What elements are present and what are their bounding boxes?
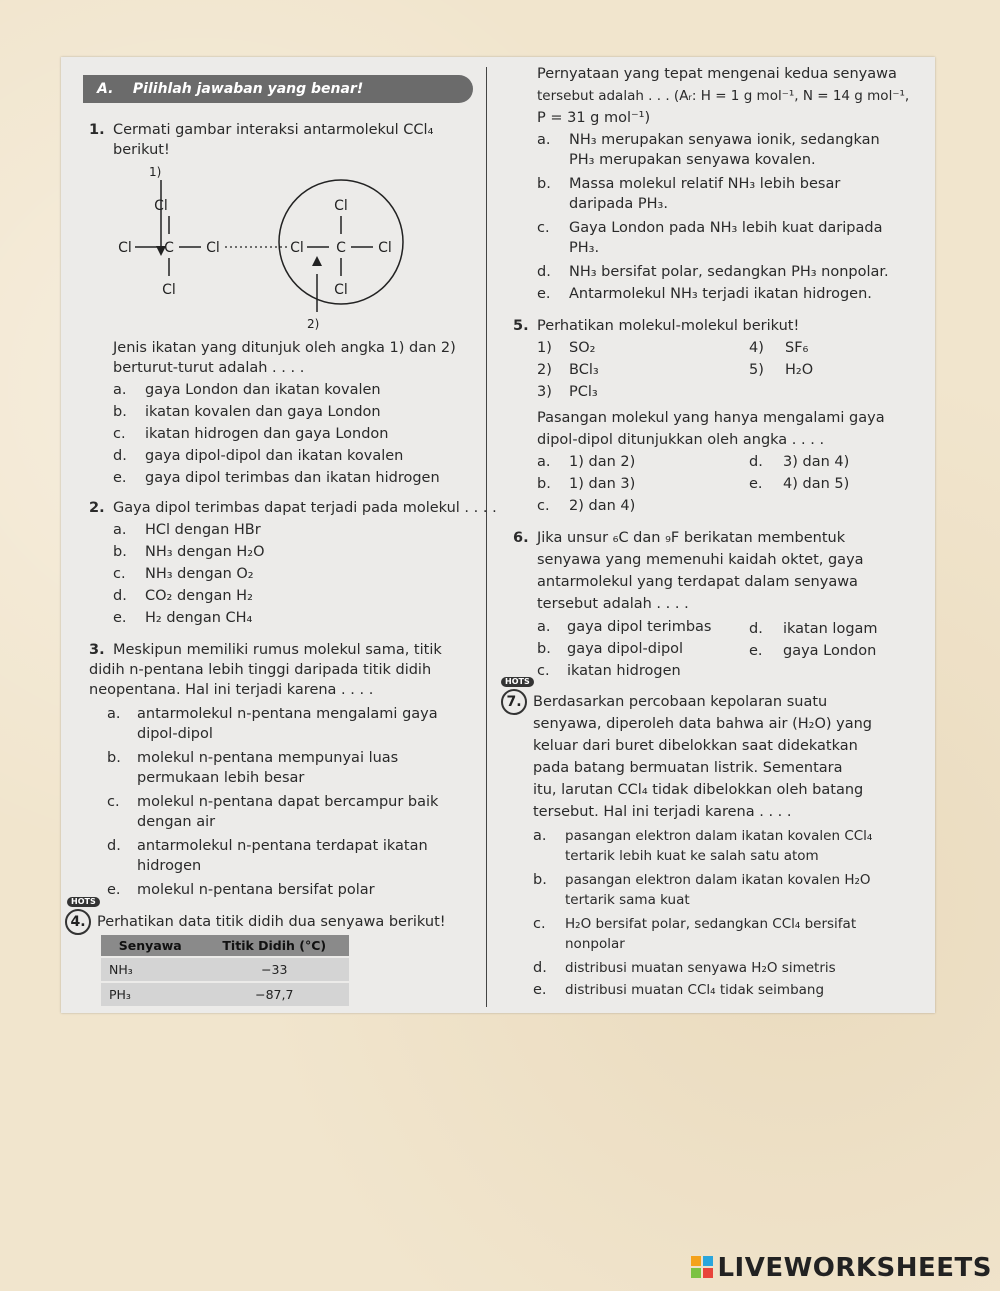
- q5-mol-3-key: 3): [537, 384, 552, 400]
- q2-option-c-key: c.: [113, 566, 126, 582]
- q2-option-e-key: e.: [113, 610, 127, 626]
- q5-option-d[interactable]: 3) dan 4): [783, 454, 850, 470]
- q3-option-d-key: d.: [107, 838, 121, 854]
- q7-option-b-line2[interactable]: tertarik sama kuat: [565, 892, 690, 908]
- label-1: 1): [149, 165, 162, 179]
- mol2-cl-right: Cl: [378, 240, 392, 256]
- q7-option-a-key: a.: [533, 828, 547, 844]
- q1-ask-line1: Jenis ikatan yang ditunjuk oleh angka 1) dan 2): [113, 340, 456, 356]
- q2-option-e[interactable]: H₂ dengan CH₄: [145, 610, 253, 626]
- q6-stem-line4: tersebut adalah . . . .: [537, 596, 689, 612]
- q4-option-b-line2[interactable]: daripada PH₃.: [569, 196, 668, 212]
- q5-number: 5.: [513, 318, 529, 334]
- q1-number: 1.: [89, 122, 105, 138]
- q4-cont-line2: tersebut adalah . . . (Aᵣ: H = 1 g mol⁻¹, N = 14 g mol⁻¹,: [537, 88, 910, 104]
- q7-option-d-key: d.: [533, 960, 547, 976]
- q6-option-c-key: c.: [537, 663, 550, 679]
- arrow-2-head: [312, 256, 322, 266]
- q1-option-e[interactable]: gaya dipol terimbas dan ikatan hidrogen: [145, 470, 440, 486]
- q5-mol-1-key: 1): [537, 340, 552, 356]
- q4-option-e-line1[interactable]: Antarmolekul NH₃ terjadi ikatan hidrogen.: [569, 286, 872, 302]
- q4-option-c-line2[interactable]: PH₃.: [569, 240, 600, 256]
- section-banner: [83, 75, 473, 103]
- q4-option-a-line2[interactable]: PH₃ merupakan senyawa kovalen.: [569, 152, 816, 168]
- q5-mol-3: PCl₃: [569, 384, 598, 400]
- q1-option-e-key: e.: [113, 470, 127, 486]
- q5-option-d-key: d.: [749, 454, 763, 470]
- q6-option-b-key: b.: [537, 641, 551, 657]
- liveworksheets-brand[interactable]: [691, 1253, 992, 1283]
- liveworksheets-logo-icon: [691, 1256, 713, 1278]
- label-2: 2): [307, 317, 320, 331]
- q7-option-b-line1[interactable]: pasangan elektron dalam ikatan kovalen H₂O: [565, 872, 871, 888]
- q1-option-b-key: b.: [113, 404, 127, 420]
- q5-option-e[interactable]: 4) dan 5): [783, 476, 850, 492]
- q6-stem-line2: senyawa yang memenuhi kaidah oktet, gaya: [537, 552, 864, 568]
- q3-option-c-line2[interactable]: dengan air: [137, 814, 216, 830]
- q5-option-a[interactable]: 1) dan 2): [569, 454, 636, 470]
- section-label: A.: [97, 81, 114, 97]
- q4-option-a-line1[interactable]: NH₃ merupakan senyawa ionik, sedangkan: [569, 132, 880, 148]
- q4-hots-badge: HOTS: [67, 897, 100, 907]
- q6-option-a[interactable]: gaya dipol terimbas: [567, 619, 712, 635]
- q7-option-a-line1[interactable]: pasangan elektron dalam ikatan kovalen CCl₄: [565, 828, 873, 844]
- q2-option-b[interactable]: NH₃ dengan H₂O: [145, 544, 265, 560]
- q6-number: 6.: [513, 530, 529, 546]
- table-row: [101, 957, 349, 982]
- mol1-cl-top: Cl: [154, 198, 168, 214]
- q5-mol-4: SF₆: [785, 340, 809, 356]
- q2-option-a-key: a.: [113, 522, 127, 538]
- mol1-cl-right: Cl: [206, 240, 220, 256]
- q7-option-c-line2[interactable]: nonpolar: [565, 936, 625, 952]
- mol2-cl-bottom: Cl: [334, 282, 348, 298]
- q3-option-b-line1[interactable]: molekul n-pentana mempunyai luas: [137, 750, 399, 766]
- q1-option-c[interactable]: ikatan hidrogen dan gaya London: [145, 426, 389, 442]
- q5-option-b[interactable]: 1) dan 3): [569, 476, 636, 492]
- q5-mol-4-key: 4): [749, 340, 764, 356]
- table-cell: PH₃: [101, 982, 200, 1006]
- q5-ask-line2: dipol-dipol ditunjukkan oleh angka . . . .: [537, 432, 825, 448]
- table-header-compound: Senyawa: [101, 935, 200, 957]
- q3-option-e-line1[interactable]: molekul n-pentana bersifat polar: [137, 882, 375, 898]
- q3-option-a-key: a.: [107, 706, 121, 722]
- q3-stem-line1: Meskipun memiliki rumus molekul sama, titik: [113, 642, 442, 658]
- q3-option-b-key: b.: [107, 750, 121, 766]
- q3-option-e-key: e.: [107, 882, 121, 898]
- q4-number: 4.: [65, 909, 91, 935]
- q2-option-b-key: b.: [113, 544, 127, 560]
- q5-mol-5-key: 5): [749, 362, 764, 378]
- q7-option-a-line2[interactable]: tertarik lebih kuat ke salah satu atom: [565, 848, 819, 864]
- mol2-cl-top: Cl: [334, 198, 348, 214]
- q3-option-d-line1[interactable]: antarmolekul n-pentana terdapat ikatan: [137, 838, 428, 854]
- q7-option-b-key: b.: [533, 872, 547, 888]
- mol1-cl-bottom: Cl: [162, 282, 176, 298]
- q5-option-a-key: a.: [537, 454, 551, 470]
- q7-number: 7.: [501, 689, 527, 715]
- q5-mol-2-key: 2): [537, 362, 552, 378]
- q7-stem-line2: senyawa, diperoleh data bahwa air (H₂O) yang: [533, 716, 873, 732]
- q3-option-a-line1[interactable]: antarmolekul n-pentana mengalami gaya: [137, 706, 438, 722]
- mol2-cl-left: Cl: [290, 240, 304, 256]
- q5-option-c[interactable]: 2) dan 4): [569, 498, 636, 514]
- q7-option-c-line1[interactable]: H₂O bersifat polar, sedangkan CCl₄ bersifat: [565, 916, 857, 932]
- q7-option-d-line1[interactable]: distribusi muatan senyawa H₂O simetris: [565, 960, 836, 976]
- q5-option-e-key: e.: [749, 476, 763, 492]
- table-cell: −87,7: [200, 982, 349, 1006]
- q1-option-d[interactable]: gaya dipol-dipol dan ikatan kovalen: [145, 448, 404, 464]
- column-divider: [486, 67, 487, 1007]
- q5-option-b-key: b.: [537, 476, 551, 492]
- q2-option-c[interactable]: NH₃ dengan O₂: [145, 566, 254, 582]
- q7-stem-line4: pada batang bermuatan listrik. Sementara: [533, 760, 843, 776]
- q3-stem-line2: didih n-pentana lebih tinggi daripada titik didih: [89, 662, 432, 678]
- q1-stem-line1: Cermati gambar interaksi antarmolekul CCl₄: [113, 122, 434, 138]
- mol1-cl-left: Cl: [118, 240, 132, 256]
- q4-cont-line3: P = 31 g mol⁻¹): [537, 110, 651, 126]
- q1-option-a-key: a.: [113, 382, 127, 398]
- q2-stem: Gaya dipol terimbas dapat terjadi pada molekul . . . .: [113, 500, 497, 516]
- q4-option-c-line1[interactable]: Gaya London pada NH₃ lebih kuat daripada: [569, 220, 883, 236]
- q4-option-a-key: a.: [537, 132, 551, 148]
- q6-stem-line3: antarmolekul yang terdapat dalam senyawa: [537, 574, 858, 590]
- q4-option-d-line1[interactable]: NH₃ bersifat polar, sedangkan PH₃ nonpolar.: [569, 264, 889, 280]
- q7-option-e-line1[interactable]: distribusi muatan CCl₄ tidak seimbang: [565, 982, 825, 998]
- mol1-c: C: [164, 240, 174, 256]
- brand-name: LIVEWORKSHEETS: [717, 1253, 992, 1283]
- q3-number: 3.: [89, 642, 105, 658]
- q7-option-c-key: c.: [533, 916, 546, 932]
- q5-mol-1: SO₂: [569, 340, 596, 356]
- q6-option-a-key: a.: [537, 619, 551, 635]
- ccl4-interaction-diagram: [111, 162, 431, 332]
- table-row: [101, 982, 349, 1006]
- q4-stem: Perhatikan data titik didih dua senyawa berikut!: [97, 914, 446, 930]
- q2-number: 2.: [89, 500, 105, 516]
- q4-option-d-key: d.: [537, 264, 551, 280]
- q5-ask-line1: Pasangan molekul yang hanya mengalami gaya: [537, 410, 885, 426]
- q3-option-c-key: c.: [107, 794, 120, 810]
- q4-option-e-key: e.: [537, 286, 551, 302]
- worksheet-page: [61, 57, 935, 1013]
- q3-option-d-line2[interactable]: hidrogen: [137, 858, 202, 874]
- q7-stem-line6: tersebut. Hal ini terjadi karena . . . .: [533, 804, 792, 820]
- q3-option-a-line2[interactable]: dipol-dipol: [137, 726, 213, 742]
- q5-mol-2: BCl₃: [569, 362, 599, 378]
- q6-option-b[interactable]: gaya dipol-dipol: [567, 641, 684, 657]
- q6-option-d[interactable]: ikatan logam: [783, 621, 878, 637]
- q1-option-a[interactable]: gaya London dan ikatan kovalen: [145, 382, 381, 398]
- table-header-boiling-point: Titik Didih (°C): [200, 935, 349, 957]
- q7-stem-line5: itu, larutan CCl₄ tidak dibelokkan oleh batang: [533, 782, 864, 798]
- q7-option-e-key: e.: [533, 982, 547, 998]
- mol2-c: C: [336, 240, 346, 256]
- q2-option-d-key: d.: [113, 588, 127, 604]
- table-cell: −33: [200, 957, 349, 982]
- q1-option-b[interactable]: ikatan kovalen dan gaya London: [145, 404, 381, 420]
- q1-option-c-key: c.: [113, 426, 126, 442]
- q2-option-d[interactable]: CO₂ dengan H₂: [145, 588, 253, 604]
- q3-option-c-line1[interactable]: molekul n-pentana dapat bercampur baik: [137, 794, 439, 810]
- q7-stem-line1: Berdasarkan percobaan kepolaran suatu: [533, 694, 828, 710]
- q3-stem-line3: neopentana. Hal ini terjadi karena . . . .: [89, 682, 374, 698]
- q1-option-d-key: d.: [113, 448, 127, 464]
- q1-ask-line2: berturut-turut adalah . . . .: [113, 360, 305, 376]
- q6-option-e-key: e.: [749, 643, 763, 659]
- q4-cont-line1: Pernyataan yang tepat mengenai kedua senyawa: [537, 66, 897, 82]
- table-cell: NH₃: [101, 957, 200, 982]
- q6-option-d-key: d.: [749, 621, 763, 637]
- q4-option-c-key: c.: [537, 220, 550, 236]
- q4-boiling-point-table: [101, 935, 349, 1006]
- q4-option-b-key: b.: [537, 176, 551, 192]
- q6-option-c[interactable]: ikatan hidrogen: [567, 663, 681, 679]
- q3-option-b-line2[interactable]: permukaan lebih besar: [137, 770, 305, 786]
- q4-option-b-line1[interactable]: Massa molekul relatif NH₃ lebih besar: [569, 176, 841, 192]
- section-title: Pilihlah jawaban yang benar!: [132, 81, 364, 97]
- q5-stem: Perhatikan molekul-molekul berikut!: [537, 318, 800, 334]
- q7-hots-badge: HOTS: [501, 677, 534, 687]
- q5-option-c-key: c.: [537, 498, 550, 514]
- q6-stem-line1: Jika unsur ₆C dan ₉F berikatan membentuk: [537, 530, 846, 546]
- q2-option-a[interactable]: HCl dengan HBr: [145, 522, 261, 538]
- q7-stem-line3: keluar dari buret dibelokkan saat didekatkan: [533, 738, 858, 754]
- q6-option-e[interactable]: gaya London: [783, 643, 877, 659]
- q5-mol-5: H₂O: [785, 362, 814, 378]
- q1-stem-line2: berikut!: [113, 142, 170, 158]
